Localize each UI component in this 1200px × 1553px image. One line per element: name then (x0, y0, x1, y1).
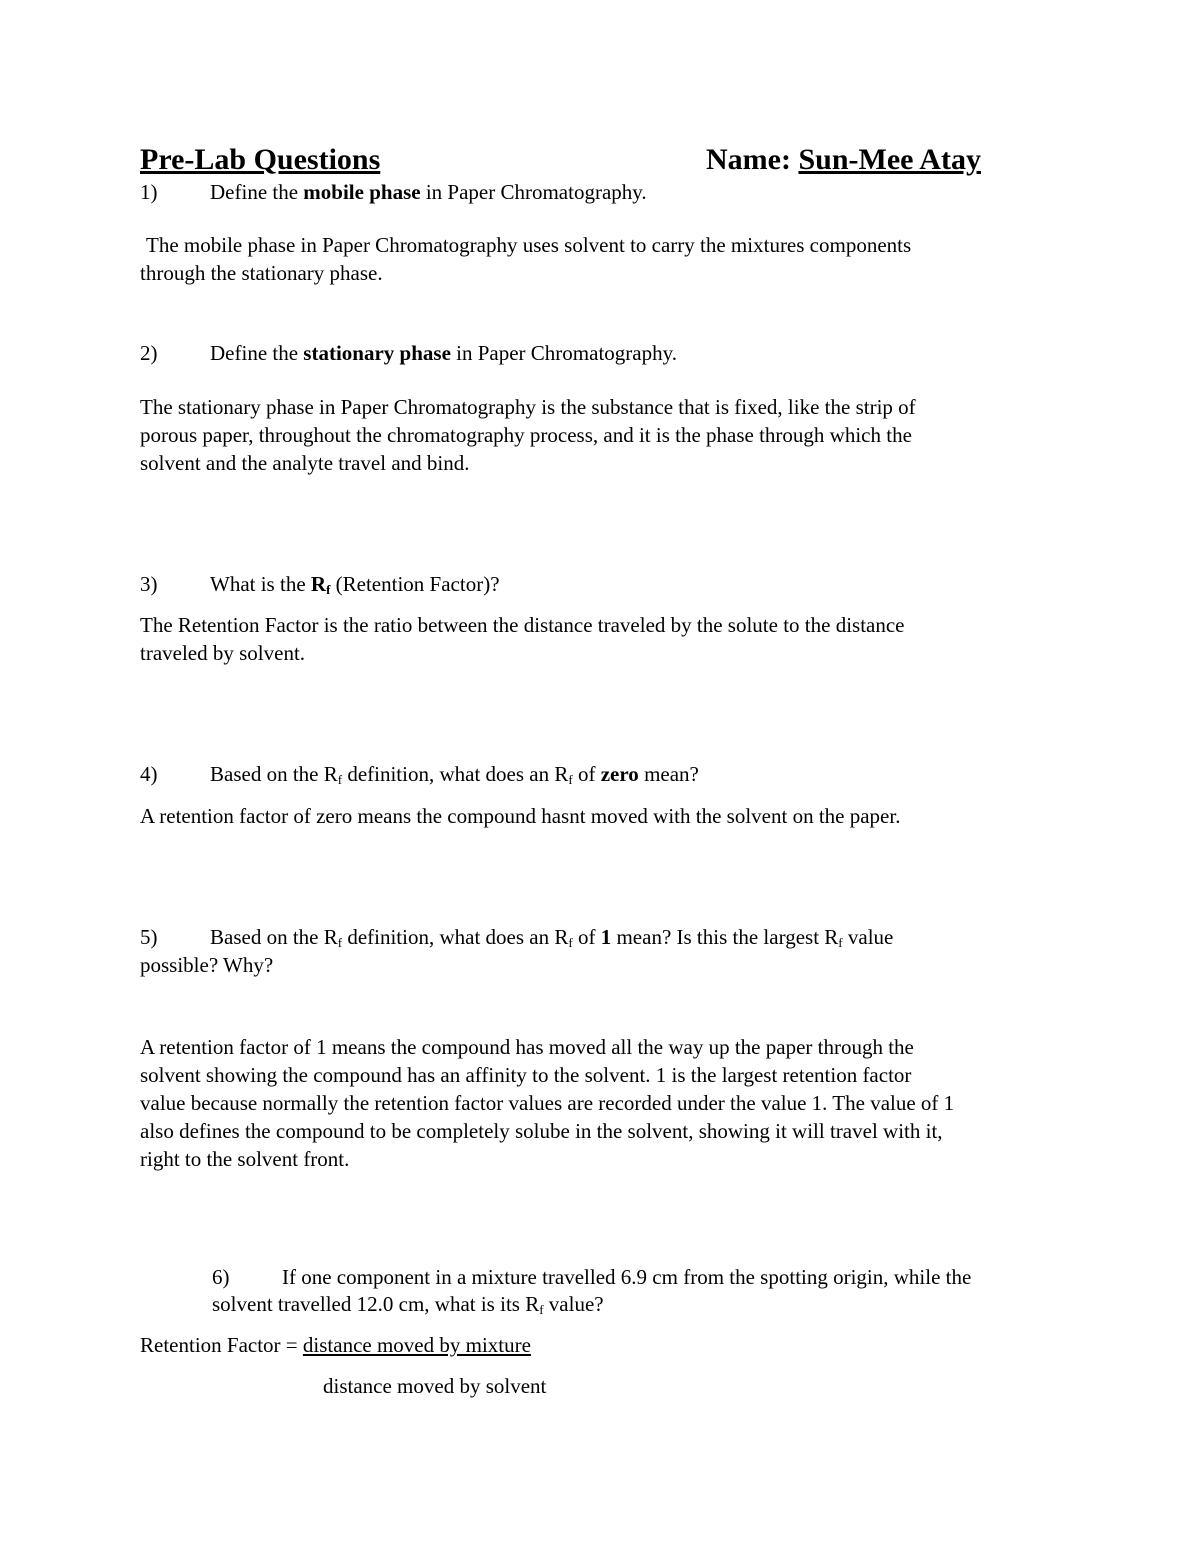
answer-2: The stationary phase in Paper Chromatography is the substance that is fixed, like the strip of porous paper, throughout the chromatography process, and it is the phase through which the solvent and the analyte travel and bind. (140, 395, 916, 475)
rf-formula (140, 1333, 531, 1358)
question-1: 1) Define the mobile phase in Paper Chromatography. (140, 180, 647, 204)
answer-4: A retention factor of zero means the compound hasnt moved with the solvent on the paper. (140, 804, 901, 828)
question-3: 3) What is the $R_f$ (Retention Factor)? (140, 572, 500, 597)
formula-label: Retention Factor = (140, 1333, 303, 1357)
question-4: 4) Based on the $R_f$ definition, what does an $R_f$ of zero mean? (140, 762, 699, 787)
question-6: 6) If one component in a mixture travelled 6.9 cm from the spotting origin, while the (212, 1265, 972, 1289)
question-2: 2) Define the stationary phase in Paper Chromatography. (140, 341, 677, 365)
answer-5: A retention factor of 1 means the compound has moved all the way up the paper through the solvent showing the compound has an affinity to the solvent. 1 is the largest retention factor value because normally the retention factor values are recorded under the value 1. The value of 1 also defines the compound to be completely solube in the solvent, showing it will travel with it, right to the solvent front. (140, 1035, 955, 1171)
question-6-line2: solvent travelled 12.0 cm, what is its $R_f$ value? (212, 1292, 604, 1317)
name-value: Sun-Mee Atay (798, 143, 981, 176)
formula-denominator: distance moved by solvent (323, 1374, 547, 1398)
page-title: Pre-Lab Questions (140, 143, 381, 176)
formula-numerator: distance moved by mixture (302, 1333, 531, 1357)
question-5: 5) Based on the $R_f$ definition, what does an $R_f$ of 1 mean? Is this the largest $R_f$ value (140, 925, 894, 950)
answer-3: The Retention Factor is the ratio between the distance traveled by the solute to the distance traveled by solvent. (140, 613, 905, 665)
student-name (706, 143, 981, 177)
name-label: Name: (706, 143, 799, 176)
question-5-line2: possible? Why? (140, 953, 274, 977)
answer-1: The mobile phase in Paper Chromatography uses solvent to carry the mixtures components through the stationary phase. (140, 233, 912, 285)
